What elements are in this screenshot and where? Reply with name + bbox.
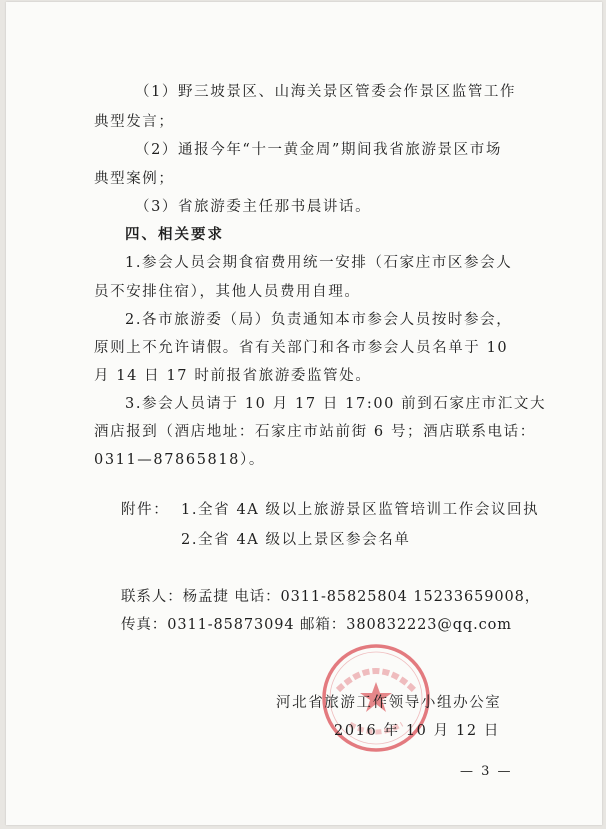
agenda-item-1-line-2: 典型发言； — [94, 114, 175, 130]
attachment-item-1: 1.全省 4A 级以上旅游景区监管培训工作会议回执 — [181, 502, 540, 518]
agenda-item-2-line-2: 典型案例； — [94, 171, 175, 187]
requirement-2-line-3: 月 14 日 17 时前报省旅游委监管处。 — [94, 368, 372, 384]
requirement-2-line-1: 2.各市旅游委（局）负责通知本市参会人员按时参会， — [125, 312, 513, 328]
agenda-item-2-line-1: （2）通报今年“十一黄金周”期间我省旅游景区市场 — [135, 142, 502, 158]
contact-line-2: 传真：0311-85873094 邮箱：380832223@qq.com — [121, 617, 512, 633]
issue-date: 2016 年 10 月 12 日 — [334, 723, 500, 739]
issuing-organization: 河北省旅游工作领导小组办公室 — [276, 695, 502, 711]
agenda-item-1-line-1: （1）野三坡景区、山海关景区管委会作景区监管工作 — [135, 84, 517, 100]
contact-line-1: 联系人：杨孟捷 电话：0311-85825804 15233659008， — [121, 589, 541, 605]
attachments-label: 附件： — [121, 502, 170, 518]
requirement-3-line-2: 酒店报到（酒店地址：石家庄市站前街 6 号；酒店联系电话： — [94, 424, 536, 440]
page-number: — 3 — — [460, 764, 513, 779]
requirement-3-line-3: 0311—87865818）。 — [94, 452, 265, 468]
document-page — [6, 2, 602, 825]
requirement-1-line-1: 1.参会人员会期食宿费用统一安排（石家庄市区参会人 — [125, 255, 513, 271]
requirement-3-line-1: 3.参会人员请于 10 月 17 日 17:00 前到石家庄市汇文大 — [125, 396, 547, 412]
requirement-2-line-2: 原则上不允许请假。省有关部门和各市参会人员名单于 10 — [94, 340, 509, 356]
requirement-1-line-2: 员不安排住宿），其他人员费用自理。 — [94, 284, 361, 300]
section-heading: 四、相关要求 — [125, 227, 224, 243]
attachment-item-2: 2.全省 4A 级以上景区参会名单 — [181, 532, 411, 548]
agenda-item-3: （3）省旅游委主任那书晨讲话。 — [135, 199, 372, 215]
